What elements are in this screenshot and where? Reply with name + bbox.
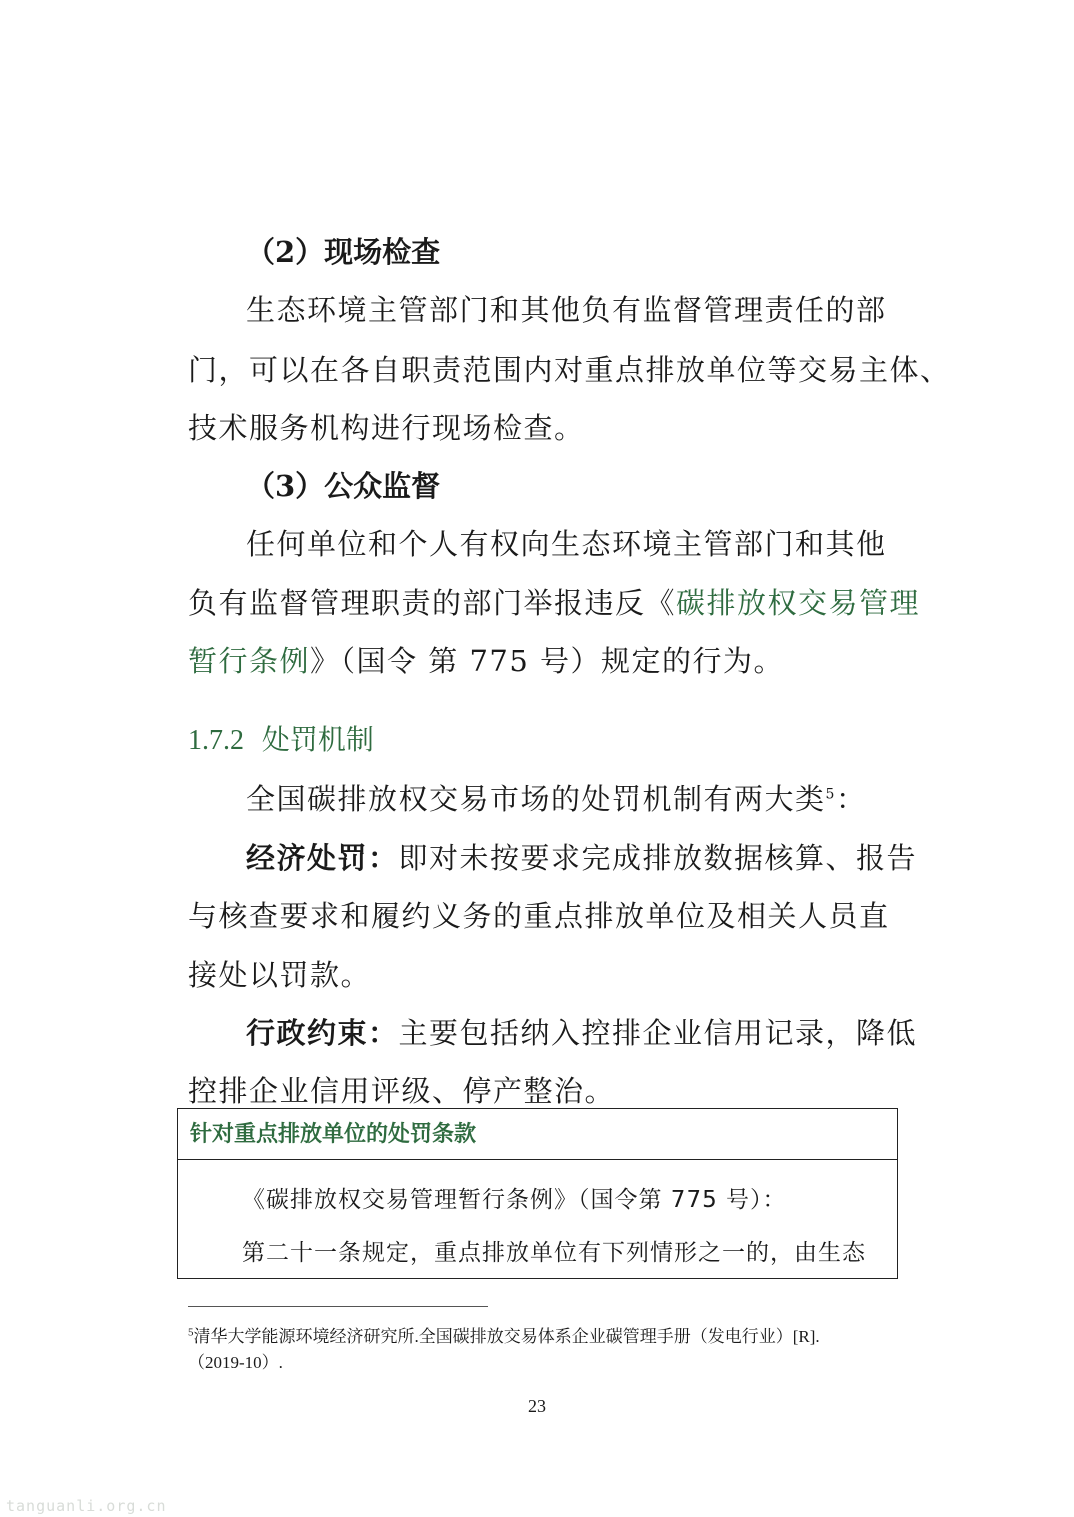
paragraph-line: 任何单位和个人有权向生态环境主管部门和其他 [246,527,887,561]
subheading-public-supervision: （3）公众监督 [246,469,441,503]
page-number: 23 [528,1396,546,1416]
paragraph-line [246,838,917,878]
paragraph-line [246,779,866,819]
paragraph-text: 负有监督管理职责的部门举报违反《 [188,586,677,620]
paragraph-line: 控排企业信用评级、停产整治。 [188,1074,616,1108]
footnote-divider [188,1306,488,1307]
paragraph-text: 主要包括纳入控排企业信用记录，降低 [398,1016,918,1050]
watermark: tanguanli.org.cn [6,1497,167,1515]
paragraph-line: 门，可以在各自职责范围内对重点排放单位等交易主体、 [188,353,951,387]
paragraph-line [188,583,920,623]
paragraph-text: 》（国令 第 775 号）规定的行为。 [310,644,785,678]
section-heading [188,720,374,761]
footnote [188,1322,820,1347]
paragraph-line: 与核查要求和履约义务的重点排放单位及相关人员直 [188,899,890,933]
paragraph-text: 全国碳排放权交易市场的处罚机制有两大类 [246,782,826,816]
paragraph-line: 生态环境主管部门和其他负有监督管理责任的部 [246,293,887,327]
paragraph-text: 即对未按要求完成排放数据核算、报告 [398,841,918,875]
footnote-text: 清华大学能源环境经济研究所.全国碳排放交易体系企业碳管理手册（发电行业）[R]. [193,1327,820,1346]
box-title: 针对重点排放单位的处罚条款 [178,1109,897,1160]
footnote-ref: 5 [825,786,836,803]
section-number: 1.7.2 [188,725,244,756]
regulation-link-text: 碳排放权交易管理 [676,586,921,620]
paragraph-line [246,1013,917,1053]
footnote-text: （2019-10）. [188,1353,283,1372]
section-title: 处罚机制 [261,723,374,756]
term-label: 经济处罚： [246,841,399,875]
paragraph-text: ： [835,782,867,816]
subheading-onsite-inspection: （2）现场检查 [246,235,441,269]
penalty-clause-box [177,1108,898,1279]
term-label: 行政约束： [246,1016,399,1050]
regulation-link-text: 暂行条例 [188,644,311,678]
paragraph-line: 接处以罚款。 [188,958,372,992]
box-line: 第二十一条规定，重点排放单位有下列情形之一的，由生态 [242,1240,866,1266]
footnote-number: 5 [188,1326,194,1339]
paragraph-line [188,641,784,681]
box-line: 《碳排放权交易管理暂行条例》（国令第 775 号）： [242,1187,787,1213]
paragraph-line: 技术服务机构进行现场检查。 [188,411,585,445]
